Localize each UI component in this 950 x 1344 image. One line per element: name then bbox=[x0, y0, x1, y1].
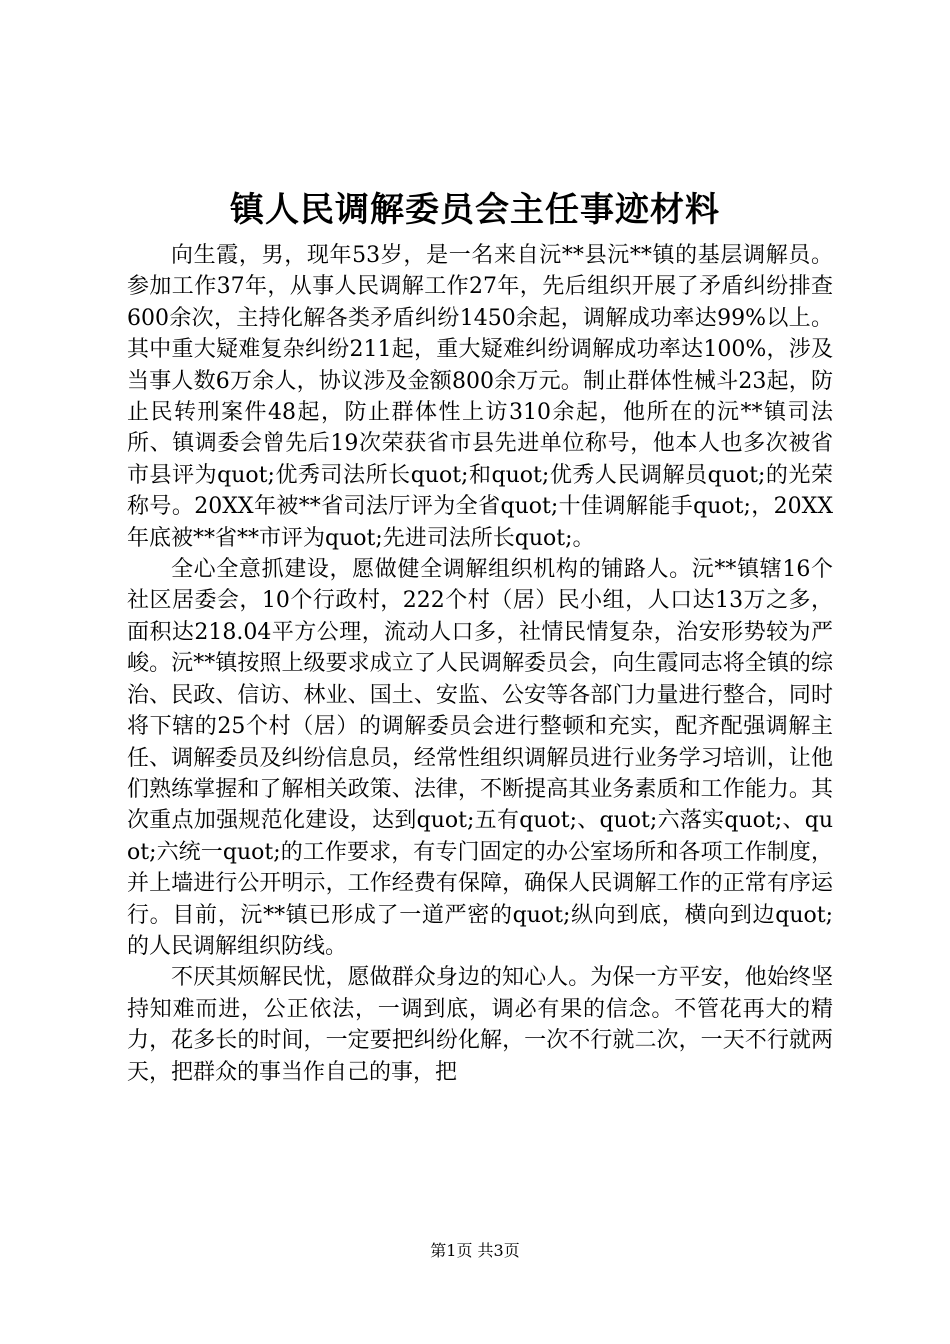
paragraph-3: 不厌其烦解民忧，愿做群众身边的知心人。为保一方平安，他始终坚持知难而进，公正依法，一调到底，调必有果的信念。不管花再大的精力，花多长的时间，一定要把纠纷化解，一次不行就二次，一天不行就两天，把群众的事当作自己的事，把 bbox=[127, 965, 833, 1085]
paragraph-2: 全心全意抓建设，愿做健全调解组织机构的铺路人。沅**镇辖16个社区居委会，10个行政村，222个村（居）民小组，人口达13万之多，面积达218.04平方公理，流动人口多，社情民情复杂，治安形势较为严峻。沅**镇按照上级要求成立了人民调解委员会，向生霞同志将全镇的综治、民政、信访、林业、国土、安监、公安等各部门力量进行整合，同时将下辖的25个村（居）的调解委员会进行整顿和充实，配齐配强调解主任、调解委员及纠纷信息员，经常性组织调解员进行业务学习培训，让他们熟练掌握和了解相关政策、法律，不断提高其业务素质和工作能力。其次重点加强规范化建设，达到quot;五有quot;、quot;六落实quot;、quot;六统一quot;的工作要求，有专门固定的办公室场所和各项工作制度，并上墙进行公开明示，工作经费有保障，确保人民调解工作的正常有序运行。目前，沅**镇已形成了一道严密的quot;纵向到底，横向到边quot;的人民调解组织防线。 bbox=[127, 557, 833, 959]
paragraph-1: 向生霞，男，现年53岁，是一名来自沅**县沅**镇的基层调解员。参加工作37年，从事人民调解工作27年，先后组织开展了矛盾纠纷排查600余次，主持化解各类矛盾纠纷1450余起，调解成功率达99%以上。其中重大疑难复杂纠纷211起，重大疑难纠纷调解成功率达100%，涉及当事人数6万余人，协议涉及金额800余万元。制止群体性械斗23起，防止民转刑案件48起，防止群体性上访310余起，他所在的沅**镇司法所、镇调委会曾先后19次荣获省市县先进单位称号，他本人也多次被省市县评为quot;优秀司法所长quot;和quot;优秀人民调解员quot;的光荣称号。20XX年被**省司法厅评为全省quot;十佳调解能手quot;，20XX年底被**省**市评为quot;先进司法所长quot;。 bbox=[127, 243, 833, 551]
page-footer bbox=[0, 1240, 950, 1262]
page-number-label: 第1页 共3页 bbox=[430, 1241, 520, 1260]
document-body bbox=[127, 240, 833, 1088]
document-title: 镇人民调解委员会主任事迹材料 bbox=[230, 190, 720, 230]
